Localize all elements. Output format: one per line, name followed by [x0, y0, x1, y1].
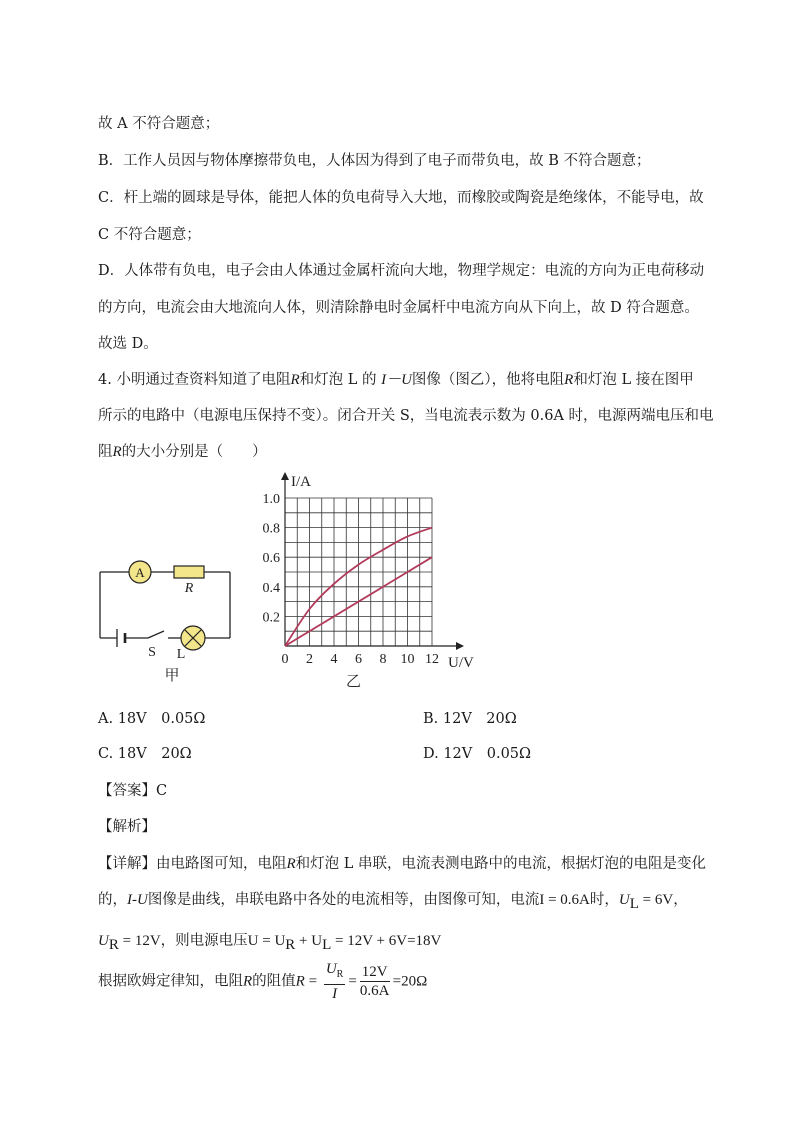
y-axis-label: I/A	[291, 474, 311, 490]
text-line-7: 故选 D。	[98, 336, 158, 352]
x-tick-label: 4	[330, 652, 338, 667]
x-tick-label: 12	[425, 652, 439, 667]
y-tick-label: 1.0	[262, 492, 280, 507]
resistor-label: R	[184, 581, 194, 596]
analysis-heading: 【解析】	[98, 819, 156, 835]
x-tick-label: 2	[306, 652, 313, 667]
text-line-4: C 不符合题意；	[98, 227, 201, 243]
text-line-2: B．工作人员因与物体摩擦带负电，人体因为得到了电子而带负电，故 B 不符合题意；	[98, 153, 651, 169]
question-line-3: 阻R的大小分别是（ ）	[98, 444, 267, 460]
answer-line: 【答案】C	[98, 783, 168, 799]
circuit-diagram	[90, 552, 240, 687]
question-number: 4.	[98, 372, 112, 388]
y-tick-label: 0.2	[262, 610, 280, 626]
question-line-1: 4. 小明通过查资料知道了电阻R和灯泡 L 的 I－U图像（图乙），他将电阻R和灯泡 L 接在图甲	[98, 372, 694, 388]
detail-line-1: 【详解】由电路图可知，电阻R和灯泡 L 串联，电流表测电路中的电流，根据灯泡的电阻是变化	[98, 856, 707, 872]
y-tick-label: 0.6	[262, 551, 280, 567]
fraction-values: $\frac{12V}{0.6A}$	[359, 964, 390, 999]
x-axis-label: U/V	[448, 655, 474, 671]
y-tick-label: 0.8	[262, 521, 280, 537]
chart-caption: 乙	[345, 672, 362, 690]
option-c[interactable]: C. 18V 20Ω	[98, 746, 192, 762]
x-axis-arrow	[456, 642, 464, 650]
fraction-ur-over-i: $\frac{U_R}{I}$	[325, 961, 344, 1002]
circuit-caption: 甲	[164, 666, 180, 684]
text-line-1: 故 A 不符合题意；	[98, 116, 220, 132]
option-b[interactable]: B. 12V 20Ω	[423, 711, 517, 727]
iu-chart	[252, 470, 480, 690]
detail-line-3: $U_R = 12V$，则电源电压$U = U_R + U_L = 12V + 6V=18V$	[98, 933, 442, 953]
detail-line-4: 根据欧姆定律知，电阻R的阻值R = $\frac{U_R}{I}$ = $\frac{12V}{0.6A}$ =20Ω	[98, 961, 428, 1002]
y-axis-arrow	[281, 472, 289, 480]
ammeter-label: A	[135, 565, 145, 580]
option-a[interactable]: A. 18V 0.05Ω	[98, 711, 206, 727]
question-line-2: 所示的电路中（电源电压保持不变）。闭合开关 S，当电流表示数为 0.6A 时，电源两端电压和电	[98, 408, 714, 424]
x-tick-label: 0	[281, 652, 289, 667]
detail-line-2: 的，I-U图像是曲线，串联电路中各处的电流相等，由图像可知，电流I = 0.6A时，$U_L = 6V$，	[98, 892, 688, 912]
y-tick-label: 0.4	[262, 580, 280, 596]
option-d[interactable]: D. 12V 0.05Ω	[423, 746, 532, 762]
text-line-3: C．杆上端的圆球是导体，能把人体的负电荷导入大地，而橡胶或陶瓷是绝缘体，不能导电，故	[98, 190, 704, 206]
resistor-symbol	[174, 566, 204, 578]
x-tick-label: 10	[400, 652, 415, 667]
lamp-label: L	[176, 647, 186, 662]
switch-label: S	[148, 645, 156, 660]
x-tick-label: 8	[379, 652, 387, 667]
text-line-5: D．人体带有负电，电子会由人体通过金属杆流向大地，物理学规定：电流的方向为正电荷移动	[98, 263, 705, 279]
text-line-6: 的方向，电流会由大地流向人体，则清除静电时金属杆中电流方向从下向上，故 D 符合题意。	[98, 300, 699, 316]
x-tick-label: 6	[355, 652, 362, 667]
